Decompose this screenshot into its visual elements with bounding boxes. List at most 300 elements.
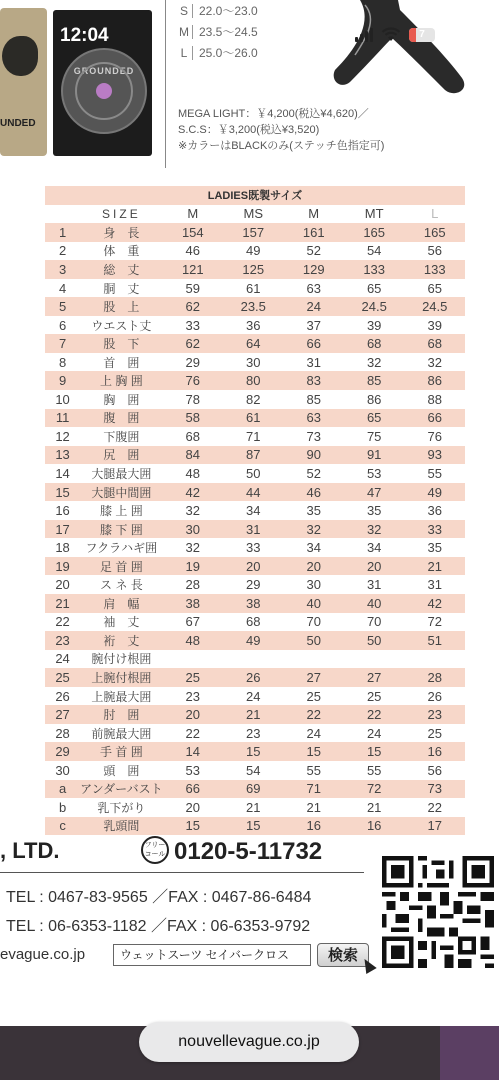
measurement-value: 61 xyxy=(223,279,284,298)
measurement-value: 75 xyxy=(344,427,405,446)
measurement-value: 65 xyxy=(344,409,405,428)
measurement-value: 19 xyxy=(163,557,223,576)
row-number: a xyxy=(45,780,80,799)
measurement-name: 上腕最大囲 xyxy=(80,687,162,706)
row-number: 13 xyxy=(45,446,80,465)
row-number: 3 xyxy=(45,260,80,279)
measurement-value: 53 xyxy=(163,761,223,780)
measurement-value: 16 xyxy=(344,817,405,836)
measurement-value: 165 xyxy=(344,223,405,242)
wetsuit-part-image xyxy=(330,0,470,100)
size-row: L 25.0〜26.0 xyxy=(176,42,258,63)
coin-gem xyxy=(96,83,112,99)
measurement-value: 25 xyxy=(404,724,465,743)
measurement-value: 87 xyxy=(223,446,284,465)
measurement-name: 股 上 xyxy=(80,297,162,316)
header-col: L xyxy=(404,205,465,224)
measurement-value: 59 xyxy=(163,279,223,298)
measurement-value: 68 xyxy=(404,334,465,353)
status-time: 12:04 xyxy=(60,25,109,46)
measurement-value: 91 xyxy=(344,446,405,465)
company-name: , LTD. xyxy=(0,838,60,863)
measurement-name: 下腹囲 xyxy=(80,427,162,446)
measurement-value: 73 xyxy=(404,780,465,799)
measurement-value: 23 xyxy=(223,724,284,743)
measurement-value: 73 xyxy=(284,427,344,446)
row-number: 15 xyxy=(45,483,80,502)
measurement-value: 39 xyxy=(404,316,465,335)
measurement-value: 52 xyxy=(284,464,344,483)
measurement-value: 23 xyxy=(404,705,465,724)
measurement-value: 31 xyxy=(223,520,284,539)
measurement-value: 20 xyxy=(284,557,344,576)
measurement-value: 38 xyxy=(223,594,284,613)
table-title: LADIES既製サイズ xyxy=(45,186,465,205)
measurement-value: 90 xyxy=(284,446,344,465)
table-row xyxy=(45,631,465,650)
search-button: 検索 xyxy=(317,943,369,967)
measurement-value: 58 xyxy=(163,409,223,428)
wifi-icon xyxy=(381,27,401,42)
measurement-value: 67 xyxy=(163,613,223,632)
battery-icon: 7 xyxy=(409,28,435,42)
measurement-name: 乳下がり xyxy=(80,798,162,817)
measurement-value: 49 xyxy=(223,242,284,261)
table-row xyxy=(45,353,465,372)
measurement-value: 20 xyxy=(163,705,223,724)
measurement-value: 80 xyxy=(223,371,284,390)
measurement-value: 16 xyxy=(284,817,344,836)
measurement-value: 20 xyxy=(223,557,284,576)
tel-fax-1: TEL : 0467-83-9565 ／FAX : 0467-86-6484 xyxy=(6,889,312,906)
measurement-value: 21 xyxy=(344,798,405,817)
measurement-value: 20 xyxy=(344,557,405,576)
signal-icon xyxy=(355,28,373,42)
row-number: 11 xyxy=(45,409,80,428)
table-row xyxy=(45,742,465,761)
measurement-value: 46 xyxy=(163,242,223,261)
measurement-value: 55 xyxy=(344,761,405,780)
measurement-value: 26 xyxy=(223,668,284,687)
header-col: M xyxy=(284,205,344,224)
measurement-name: 袖 丈 xyxy=(80,613,162,632)
measurement-value: 62 xyxy=(163,297,223,316)
measurement-value: 61 xyxy=(223,409,284,428)
measurement-value: 86 xyxy=(344,390,405,409)
table-row xyxy=(45,613,465,632)
measurement-value: 56 xyxy=(404,242,465,261)
measurement-value: 27 xyxy=(284,668,344,687)
measurement-value: 32 xyxy=(344,520,405,539)
measurement-value: 24 xyxy=(284,724,344,743)
table-row xyxy=(45,761,465,780)
measurement-value xyxy=(344,650,405,669)
row-number: 26 xyxy=(45,687,80,706)
measurement-value: 31 xyxy=(344,575,405,594)
measurement-value: 15 xyxy=(284,742,344,761)
table-row xyxy=(45,483,465,502)
table-row xyxy=(45,260,465,279)
measurement-value: 48 xyxy=(163,631,223,650)
company-url: evague.co.jp xyxy=(0,946,86,963)
table-row xyxy=(45,334,465,353)
measurement-value: 35 xyxy=(404,538,465,557)
measurement-value: 32 xyxy=(284,520,344,539)
header-size: SIZE xyxy=(80,205,162,224)
measurement-name: 肘 囲 xyxy=(80,705,162,724)
measurement-value: 56 xyxy=(404,761,465,780)
measurement-value: 50 xyxy=(223,464,284,483)
measurement-name: フクラハギ囲 xyxy=(80,538,162,557)
measurement-name: 膝 下 囲 xyxy=(80,520,162,539)
measurement-value: 32 xyxy=(163,501,223,520)
measurement-value: 54 xyxy=(344,242,405,261)
measurement-value: 78 xyxy=(163,390,223,409)
row-number: 28 xyxy=(45,724,80,743)
measurement-value: 157 xyxy=(223,223,284,242)
measurement-value: 28 xyxy=(404,668,465,687)
measurement-value: 14 xyxy=(163,742,223,761)
table-row xyxy=(45,279,465,298)
measurement-name: 前腕最大囲 xyxy=(80,724,162,743)
table-row xyxy=(45,724,465,743)
table-row xyxy=(45,371,465,390)
measurement-value: 35 xyxy=(284,501,344,520)
measurement-value: 28 xyxy=(163,575,223,594)
measurement-value: 55 xyxy=(404,464,465,483)
measurement-value: 154 xyxy=(163,223,223,242)
measurement-value: 50 xyxy=(284,631,344,650)
measurement-value: 40 xyxy=(344,594,405,613)
measurement-name: 肩 幅 xyxy=(80,594,162,613)
measurement-name: 膝 上 囲 xyxy=(80,501,162,520)
header-col: MT xyxy=(344,205,405,224)
measurement-value: 32 xyxy=(344,353,405,372)
row-number: 20 xyxy=(45,575,80,594)
measurement-value: 39 xyxy=(344,316,405,335)
measurement-value: 70 xyxy=(284,613,344,632)
measurement-value: 25 xyxy=(163,668,223,687)
measurement-name: 乳頭間 xyxy=(80,817,162,836)
row-number: 19 xyxy=(45,557,80,576)
table-row xyxy=(45,705,465,724)
measurement-value: 66 xyxy=(163,780,223,799)
measurement-name: 尻 囲 xyxy=(80,446,162,465)
row-number: 8 xyxy=(45,353,80,372)
ladies-size-table xyxy=(45,186,465,835)
measurement-value: 15 xyxy=(223,742,284,761)
measurement-value: 62 xyxy=(163,334,223,353)
table-row xyxy=(45,464,465,483)
measurement-value: 63 xyxy=(284,279,344,298)
measurement-name: 胸 囲 xyxy=(80,390,162,409)
measurement-value: 161 xyxy=(284,223,344,242)
measurement-value xyxy=(284,650,344,669)
measurement-value: 40 xyxy=(284,594,344,613)
measurement-value: 21 xyxy=(223,798,284,817)
measurement-value: 20 xyxy=(163,798,223,817)
measurement-value: 70 xyxy=(344,613,405,632)
measurement-value: 72 xyxy=(344,780,405,799)
measurement-name: 大腿中間囲 xyxy=(80,483,162,502)
measurement-name: ス ネ 長 xyxy=(80,575,162,594)
measurement-value: 22 xyxy=(404,798,465,817)
row-number: 7 xyxy=(45,334,80,353)
measurement-value: 66 xyxy=(284,334,344,353)
search-box: ウェットスーツ セイバークロス xyxy=(113,944,311,966)
measurement-value: 49 xyxy=(223,631,284,650)
table-row xyxy=(45,798,465,817)
measurement-value: 121 xyxy=(163,260,223,279)
divider xyxy=(0,872,364,873)
measurement-value: 48 xyxy=(163,464,223,483)
measurement-name: 手 首 囲 xyxy=(80,742,162,761)
measurement-name: 上 胸 囲 xyxy=(80,371,162,390)
measurement-value xyxy=(404,650,465,669)
row-number: 18 xyxy=(45,538,80,557)
tree-graphic xyxy=(2,36,38,76)
table-title-row xyxy=(45,186,465,205)
measurement-value: 17 xyxy=(404,817,465,836)
measurement-value: 34 xyxy=(344,538,405,557)
measurement-value: 36 xyxy=(404,501,465,520)
measurement-value: 22 xyxy=(344,705,405,724)
table-row xyxy=(45,390,465,409)
table-header-row xyxy=(45,205,465,224)
measurement-value: 30 xyxy=(284,575,344,594)
row-number: 5 xyxy=(45,297,80,316)
measurement-value: 125 xyxy=(223,260,284,279)
measurement-value: 133 xyxy=(404,260,465,279)
measurement-value: 72 xyxy=(404,613,465,632)
measurement-value: 93 xyxy=(404,446,465,465)
measurement-value: 23.5 xyxy=(223,297,284,316)
measurement-name: 裄 丈 xyxy=(80,631,162,650)
table-row xyxy=(45,687,465,706)
row-number: 27 xyxy=(45,705,80,724)
row-number: c xyxy=(45,817,80,836)
measurement-value: 55 xyxy=(284,761,344,780)
freedial-number: 0120-5-11732 xyxy=(174,838,323,865)
measurement-value: 30 xyxy=(163,520,223,539)
measurement-value: 44 xyxy=(223,483,284,502)
measurement-value: 66 xyxy=(404,409,465,428)
table-row xyxy=(45,297,465,316)
measurement-value: 21 xyxy=(404,557,465,576)
measurement-value: 24.5 xyxy=(344,297,405,316)
measurement-value: 21 xyxy=(284,798,344,817)
measurement-value: 34 xyxy=(223,501,284,520)
measurement-name: 足 首 囲 xyxy=(80,557,162,576)
product-left-text: UNDED xyxy=(0,118,36,129)
measurement-value: 30 xyxy=(223,353,284,372)
freedial-icon: フリーコール xyxy=(141,836,169,864)
row-number: 9 xyxy=(45,371,80,390)
measurement-name: 体 重 xyxy=(80,242,162,261)
header-col: MS xyxy=(223,205,284,224)
coin-text: GROUNDED xyxy=(73,66,135,76)
row-number: b xyxy=(45,798,80,817)
row-number: 1 xyxy=(45,223,80,242)
row-number: 16 xyxy=(45,501,80,520)
measurement-value: 85 xyxy=(344,371,405,390)
measurement-value: 22 xyxy=(284,705,344,724)
measurement-name: 股 下 xyxy=(80,334,162,353)
measurement-value: 165 xyxy=(404,223,465,242)
measurement-name: 身 長 xyxy=(80,223,162,242)
measurement-name: 大腿最大囲 xyxy=(80,464,162,483)
measurement-value: 37 xyxy=(284,316,344,335)
measurement-value: 88 xyxy=(404,390,465,409)
table-row xyxy=(45,668,465,687)
row-number: 25 xyxy=(45,668,80,687)
measurement-value: 31 xyxy=(284,353,344,372)
row-number: 17 xyxy=(45,520,80,539)
measurement-value: 71 xyxy=(223,427,284,446)
measurement-value: 34 xyxy=(284,538,344,557)
measurement-value: 29 xyxy=(163,353,223,372)
measurement-value: 24 xyxy=(223,687,284,706)
measurement-value: 68 xyxy=(163,427,223,446)
measurement-value xyxy=(223,650,284,669)
table-row xyxy=(45,409,465,428)
measurement-value: 25 xyxy=(284,687,344,706)
row-number: 14 xyxy=(45,464,80,483)
status-icons xyxy=(355,27,435,42)
measurement-value: 83 xyxy=(284,371,344,390)
table-row xyxy=(45,817,465,836)
measurement-value: 86 xyxy=(404,371,465,390)
measurement-value: 22 xyxy=(163,724,223,743)
measurement-value: 33 xyxy=(404,520,465,539)
measurement-name: ウエスト丈 xyxy=(80,316,162,335)
measurement-value: 69 xyxy=(223,780,284,799)
measurement-value: 21 xyxy=(223,705,284,724)
measurement-value: 16 xyxy=(404,742,465,761)
measurement-value xyxy=(163,650,223,669)
row-number: 24 xyxy=(45,650,80,669)
tel-fax-2: TEL : 06-6353-1182 ／FAX : 06-6353-9792 xyxy=(6,918,311,935)
measurement-value: 53 xyxy=(344,464,405,483)
measurement-value: 129 xyxy=(284,260,344,279)
table-row xyxy=(45,520,465,539)
measurement-value: 36 xyxy=(223,316,284,335)
table-row xyxy=(45,594,465,613)
measurement-value: 71 xyxy=(284,780,344,799)
measurement-value: 42 xyxy=(163,483,223,502)
size-row: M 23.5〜24.5 xyxy=(176,21,258,42)
measurement-value: 82 xyxy=(223,390,284,409)
table-row xyxy=(45,446,465,465)
measurement-name: アンダーバスト xyxy=(80,780,162,799)
address-bar[interactable]: nouvellevague.co.jp xyxy=(139,1022,359,1062)
measurement-value: 47 xyxy=(344,483,405,502)
row-number: 4 xyxy=(45,279,80,298)
measurement-value: 68 xyxy=(223,613,284,632)
measurement-value: 65 xyxy=(344,279,405,298)
measurement-value: 50 xyxy=(344,631,405,650)
measurement-value: 68 xyxy=(344,334,405,353)
measurement-value: 54 xyxy=(223,761,284,780)
measurement-name: 腕付け根囲 xyxy=(80,650,162,669)
measurement-value: 51 xyxy=(404,631,465,650)
table-row xyxy=(45,427,465,446)
measurement-value: 49 xyxy=(404,483,465,502)
measurement-value: 32 xyxy=(163,538,223,557)
row-number: 29 xyxy=(45,742,80,761)
table-row xyxy=(45,242,465,261)
measurement-value: 85 xyxy=(284,390,344,409)
measurement-value: 84 xyxy=(163,446,223,465)
measurement-name: 上腕付根囲 xyxy=(80,668,162,687)
measurement-value: 42 xyxy=(404,594,465,613)
measurement-value: 31 xyxy=(404,575,465,594)
measurement-value: 26 xyxy=(404,687,465,706)
row-number: 12 xyxy=(45,427,80,446)
measurement-value: 29 xyxy=(223,575,284,594)
measurement-value: 38 xyxy=(163,594,223,613)
measurement-value: 35 xyxy=(344,501,405,520)
price-note: MEGA LIGHT：￥4,200(税込¥4,620)／ S.C.S：￥3,200(税込¥3,520) ※カラーはBLACKのみ(ステッチ色指定可) xyxy=(178,108,385,152)
measurement-value: 33 xyxy=(163,316,223,335)
row-number: 23 xyxy=(45,631,80,650)
table-row xyxy=(45,650,465,669)
size-row: S 22.0〜23.0 xyxy=(176,0,258,21)
row-number: 30 xyxy=(45,761,80,780)
measurement-value: 32 xyxy=(404,353,465,372)
measurement-value: 24 xyxy=(284,297,344,316)
row-number: 2 xyxy=(45,242,80,261)
row-number: 6 xyxy=(45,316,80,335)
measurement-value: 65 xyxy=(404,279,465,298)
measurement-name: 首 囲 xyxy=(80,353,162,372)
measurement-value: 15 xyxy=(163,817,223,836)
measurement-value: 23 xyxy=(163,687,223,706)
measurement-value: 52 xyxy=(284,242,344,261)
measurement-value: 15 xyxy=(223,817,284,836)
product-header xyxy=(0,0,499,175)
measurement-name: 腹 囲 xyxy=(80,409,162,428)
table-row xyxy=(45,557,465,576)
grounded-coin xyxy=(61,48,147,134)
measurement-name: 胴 丈 xyxy=(80,279,162,298)
header-col: M xyxy=(163,205,223,224)
measurement-value: 15 xyxy=(344,742,405,761)
table-row xyxy=(45,501,465,520)
row-number: 10 xyxy=(45,390,80,409)
row-number: 22 xyxy=(45,613,80,632)
measurement-value: 24 xyxy=(344,724,405,743)
table-row xyxy=(45,223,465,242)
measurement-value: 76 xyxy=(404,427,465,446)
table-row xyxy=(45,538,465,557)
measurement-value: 33 xyxy=(223,538,284,557)
measurement-value: 46 xyxy=(284,483,344,502)
product-image-left xyxy=(0,8,47,156)
qr-code-icon xyxy=(382,856,494,968)
row-number: 21 xyxy=(45,594,80,613)
size-range-list xyxy=(176,0,258,63)
measurement-value: 64 xyxy=(223,334,284,353)
measurement-value: 133 xyxy=(344,260,405,279)
measurement-value: 24.5 xyxy=(404,297,465,316)
measurement-name: 頭 囲 xyxy=(80,761,162,780)
measurement-value: 25 xyxy=(344,687,405,706)
measurement-value: 27 xyxy=(344,668,405,687)
table-row xyxy=(45,316,465,335)
divider xyxy=(165,0,166,168)
measurement-value: 76 xyxy=(163,371,223,390)
